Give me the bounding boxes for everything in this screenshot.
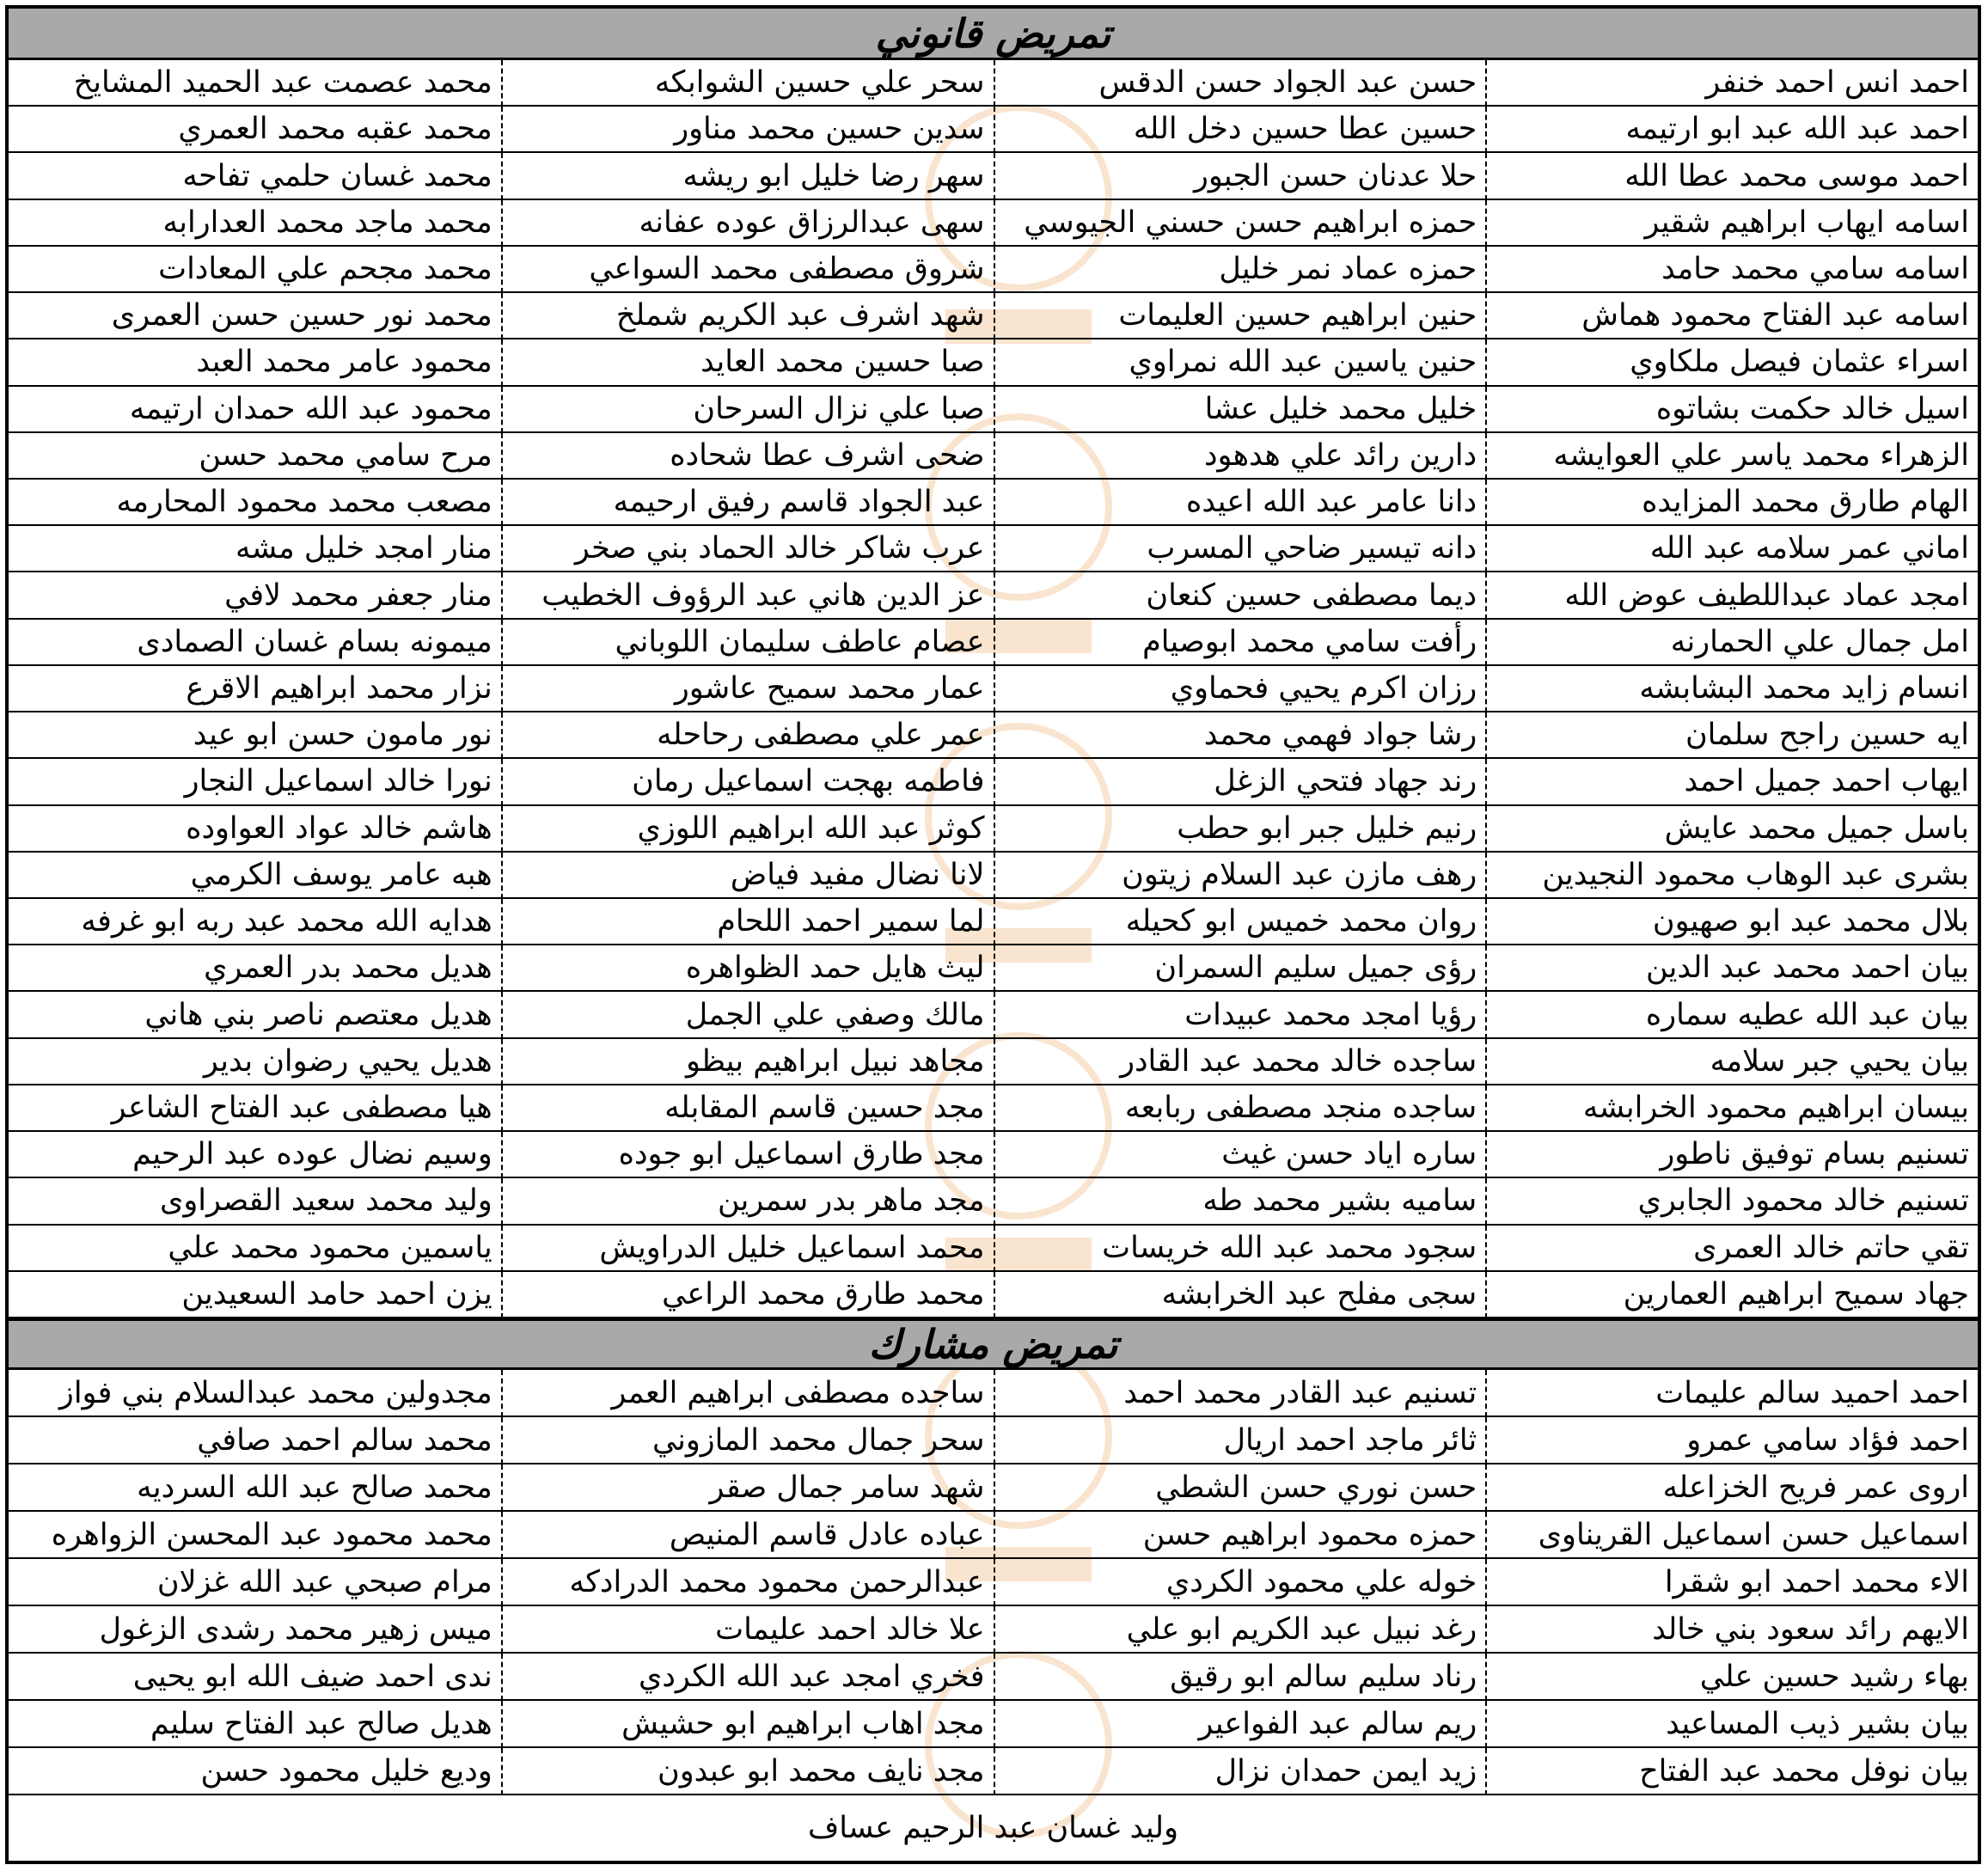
name-cell: محمود عامر محمد العبد xyxy=(9,339,501,386)
name-cell: هديل محمد بدر العمري xyxy=(9,945,501,992)
name-cell: حمزه عماد نمر خليل xyxy=(994,247,1486,293)
name-cell: مجد طارق اسماعيل ابو جوده xyxy=(501,1132,994,1178)
name-cell: مجدولين محمد عبدالسلام بني فواز xyxy=(9,1370,501,1417)
name-cell: رزان اكرم يحيي فحماوي xyxy=(994,666,1486,712)
name-cell: احمد احميد سالم عليمات xyxy=(1485,1370,1978,1417)
name-cell: ساجده خالد محمد عبد القادر xyxy=(994,1039,1486,1085)
name-cell: حسن نوري حسن الشطي xyxy=(994,1464,1486,1512)
name-cell: محمد نور حسين حسن العمرى xyxy=(9,293,501,339)
name-cell: تسنيم بسام توفيق ناطور xyxy=(1485,1132,1978,1178)
name-cell: رغد نبيل عبد الكريم ابو علي xyxy=(994,1606,1486,1654)
name-cell: اسماعيل حسن اسماعيل القريناوى xyxy=(1485,1512,1978,1559)
name-cell: ايه حسين راجح سلمان xyxy=(1485,712,1978,759)
name-cell: محمد سالم احمد صافي xyxy=(9,1417,501,1464)
name-cell: ضحى اشرف عطا شحاده xyxy=(501,433,994,480)
name-cell: سجى مفلح عبد الخرابشه xyxy=(994,1272,1486,1318)
name-cell: وليد محمد سعيد القصراوى xyxy=(9,1178,501,1225)
legal-nursing-table xyxy=(9,60,1978,1318)
associate-nursing-table xyxy=(9,1370,1978,1795)
name-cell: بشرى عبد الوهاب محمود النجيدين xyxy=(1485,853,1978,899)
name-cell: مرح سامي محمد حسن xyxy=(9,433,501,480)
name-cell: مجد نايف محمد ابو عبدون xyxy=(501,1748,994,1795)
last-name-row: وليد غسان عبد الرحيم عساف xyxy=(808,1811,1178,1845)
name-cell: صبا حسين محمد العايد xyxy=(501,339,994,386)
name-cell: دانه تيسير ضاحي المسرب xyxy=(994,526,1486,572)
name-cell: وديع خليل محمود حسن xyxy=(9,1748,501,1795)
name-cell: محمد محمود عبد المحسن الزواهره xyxy=(9,1512,501,1559)
section-title-legal-nursing: تمريض قانوني xyxy=(9,9,1978,60)
name-cell: رؤيا امجد محمد عبيدات xyxy=(994,992,1486,1038)
name-cell: تسنيم خالد محمود الجابري xyxy=(1485,1178,1978,1225)
name-cell: مجد حسين قاسم المقابله xyxy=(501,1085,994,1132)
name-cell: رؤى جميل سليم السمران xyxy=(994,945,1486,992)
name-cell: محمد غسان حلمي تفاحه xyxy=(9,153,501,199)
name-list-sheet xyxy=(5,5,1981,1864)
name-cell: تقي حاتم خالد العمرى xyxy=(1485,1226,1978,1272)
name-cell: بلال محمد عبد ابو صهيون xyxy=(1485,899,1978,945)
name-cell: زيد ايمن حمدان نزال xyxy=(994,1748,1486,1795)
name-cell: حسن عبد الجواد حسن الدقس xyxy=(994,60,1486,107)
name-cell: حلا عدنان حسن الجبور xyxy=(994,153,1486,199)
name-cell: ديما مصطفى حسين كنعان xyxy=(994,572,1486,619)
name-cell: عباده عادل قاسم المنيص xyxy=(501,1512,994,1559)
name-cell: فاطمه بهجت اسماعيل رمان xyxy=(501,759,994,805)
name-cell: رنيم خليل جبر ابو حطب xyxy=(994,806,1486,853)
name-cell: ايهاب احمد جميل احمد xyxy=(1485,759,1978,805)
name-cell: دارين رائد علي هدهود xyxy=(994,433,1486,480)
name-cell: تسنيم عبد القادر محمد احمد xyxy=(994,1370,1486,1417)
name-cell: هديل يحيي رضوان بدير xyxy=(9,1039,501,1085)
name-cell: شروق مصطفى محمد السواعي xyxy=(501,247,994,293)
name-cell: الزهراء محمد ياسر علي العوايشه xyxy=(1485,433,1978,480)
name-cell: ساميه بشير محمد طه xyxy=(994,1178,1486,1225)
name-cell: سهر رضا خليل ابو ريشه xyxy=(501,153,994,199)
name-cell: بيسان ابراهيم محمود الخرابشه xyxy=(1485,1085,1978,1132)
name-cell: صبا علي نزال السرحان xyxy=(501,387,994,433)
name-cell: عبد الجواد قاسم رفيق ارحيمه xyxy=(501,480,994,526)
name-cell: خليل محمد خليل عشا xyxy=(994,387,1486,433)
name-cell: عز الدين هاني عبد الرؤوف الخطيب xyxy=(501,572,994,619)
name-cell: ياسمين محمود محمد علي xyxy=(9,1226,501,1272)
name-cell: هدايه الله محمد عبد ربه ابو غرفه xyxy=(9,899,501,945)
section-title-associate-nursing: تمريض مشارك xyxy=(9,1318,1978,1370)
name-cell: شهد اشرف عبد الكريم شملخ xyxy=(501,293,994,339)
name-cell: عمار محمد سميح عاشور xyxy=(501,666,994,712)
name-cell: اسراء عثمان فيصل ملكاوي xyxy=(1485,339,1978,386)
name-cell: نور مامون حسن ابو عيد xyxy=(9,712,501,759)
name-cell: احمد فؤاد سامي عمرو xyxy=(1485,1417,1978,1464)
name-cell: باسل جميل محمد عايش xyxy=(1485,806,1978,853)
name-cell: اروى عمر فريح الخزاعله xyxy=(1485,1464,1978,1512)
name-cell: احمد انس احمد خنفر xyxy=(1485,60,1978,107)
name-cell: عرب شاكر خالد الحماد بني صخر xyxy=(501,526,994,572)
name-cell: خوله علي محمود الكردي xyxy=(994,1559,1486,1606)
name-cell: محمود عبد الله حمدان ارتيمه xyxy=(9,387,501,433)
name-cell: بيان نوفل محمد عبد الفتاح xyxy=(1485,1748,1978,1795)
name-cell: محمد صالح عبد الله السرديه xyxy=(9,1464,501,1512)
name-cell: جهاد سميح ابراهيم العمارين xyxy=(1485,1272,1978,1318)
name-cell: روان محمد خميس ابو كحيله xyxy=(994,899,1486,945)
name-cell: بيان احمد محمد عبد الدين xyxy=(1485,945,1978,992)
name-cell: منار جعفر محمد لافي xyxy=(9,572,501,619)
name-cell: هاشم خالد عواد العواوده xyxy=(9,806,501,853)
name-cell: احمد موسى محمد عطا الله xyxy=(1485,153,1978,199)
name-cell: اماني عمر سلامه عبد الله xyxy=(1485,526,1978,572)
name-cell: حنين ياسين عبد الله نمراوي xyxy=(994,339,1486,386)
name-cell: مالك وصفي علي الجمل xyxy=(501,992,994,1038)
name-cell: هبه عامر يوسف الكرمي xyxy=(9,853,501,899)
name-cell: عمر علي مصطفى رحاحله xyxy=(501,712,994,759)
name-cell: رناد سليم سالم ابو رقيق xyxy=(994,1654,1486,1701)
name-cell: مجاهد نبيل ابراهيم بيظو xyxy=(501,1039,994,1085)
name-cell: محمد مجحم علي المعادات xyxy=(9,247,501,293)
name-cell: امل جمال علي الحمارنه xyxy=(1485,620,1978,666)
name-cell: حمزه محمود ابراهيم حسن xyxy=(994,1512,1486,1559)
name-cell: رشا جواد فهمي محمد xyxy=(994,712,1486,759)
name-cell: ريم سالم عبد الفواعير xyxy=(994,1701,1486,1748)
name-cell: سدين حسين محمد مناور xyxy=(501,107,994,153)
name-cell: ندى احمد ضيف الله ابو يحيى xyxy=(9,1654,501,1701)
name-cell: يزن احمد حامد السعيدين xyxy=(9,1272,501,1318)
name-cell: بيان يحيي جبر سلامه xyxy=(1485,1039,1978,1085)
name-cell: بهاء رشيد حسين علي xyxy=(1485,1654,1978,1701)
name-cell: هيا مصطفى عبد الفتاح الشاعر xyxy=(9,1085,501,1132)
name-cell: بيان بشير ذيب المساعيد xyxy=(1485,1701,1978,1748)
name-cell: محمد ماجد محمد العدارابه xyxy=(9,200,501,247)
name-cell: احمد عبد الله عبد ابو ارتيمه xyxy=(1485,107,1978,153)
name-cell: ساره اياد حسن غيث xyxy=(994,1132,1486,1178)
name-cell: اسامه سامي محمد حامد xyxy=(1485,247,1978,293)
name-cell: شهد سامر جمال صقر xyxy=(501,1464,994,1512)
name-cell: منار امجد خليل مشه xyxy=(9,526,501,572)
name-cell: كوثر عبد الله ابراهيم اللوزي xyxy=(501,806,994,853)
name-cell: رند جهاد فتحي الزغل xyxy=(994,759,1486,805)
name-cell: نزار محمد ابراهيم الاقرع xyxy=(9,666,501,712)
name-cell: محمد اسماعيل خليل الدراويش xyxy=(501,1226,994,1272)
name-cell: رهف مازن عبد السلام زيتون xyxy=(994,853,1486,899)
name-cell: محمد عصمت عبد الحميد المشايخ xyxy=(9,60,501,107)
name-cell: الايهم رائد سعود بني خالد xyxy=(1485,1606,1978,1654)
name-cell: سهى عبدالرزاق عوده عفانه xyxy=(501,200,994,247)
name-cell: لما سمير احمد اللحام xyxy=(501,899,994,945)
name-cell: ساجده منجد مصطفى ربابعه xyxy=(994,1085,1486,1132)
name-cell: علا خالد احمد عليمات xyxy=(501,1606,994,1654)
name-cell: بيان عبد الله عطيه سماره xyxy=(1485,992,1978,1038)
name-cell: امجد عماد عبداللطيف عوض الله xyxy=(1485,572,1978,619)
name-cell: نورا خالد اسماعيل النجار xyxy=(9,759,501,805)
name-cell: انسام زايد محمد البشابشه xyxy=(1485,666,1978,712)
name-cell: عبدالرحمن محمود محمد الدرادكه xyxy=(501,1559,994,1606)
name-cell: محمد طارق محمد الراعي xyxy=(501,1272,994,1318)
name-cell: وسيم نضال عوده عبد الرحيم xyxy=(9,1132,501,1178)
name-cell: ثائر ماجد احمد اريال xyxy=(994,1417,1486,1464)
name-cell: ليث هايل حمد الظواهره xyxy=(501,945,994,992)
name-cell: حمزه ابراهيم حسن حسني الجيوسي xyxy=(994,200,1486,247)
name-cell: ميمونه بسام غسان الصمادى xyxy=(9,620,501,666)
name-cell: ميس زهير محمد رشدى الزغول xyxy=(9,1606,501,1654)
name-cell: مجد اهاب ابراهيم ابو حشيش xyxy=(501,1701,994,1748)
name-cell: اسامه عبد الفتاح محمود هماش xyxy=(1485,293,1978,339)
name-cell: سحر جمال محمد المازوني xyxy=(501,1417,994,1464)
name-cell: ساجده مصطفى ابراهيم العمر xyxy=(501,1370,994,1417)
name-cell: فخري امجد عبد الله الكردي xyxy=(501,1654,994,1701)
name-cell: مجد ماهر بدر سمرين xyxy=(501,1178,994,1225)
name-cell: هديل صالح عبد الفتاح سليم xyxy=(9,1701,501,1748)
name-cell: مصعب محمد محمود المحارمه xyxy=(9,480,501,526)
name-cell: سحر علي حسين الشوابكه xyxy=(501,60,994,107)
name-cell: اسيل خالد حكمت بشاتوه xyxy=(1485,387,1978,433)
name-cell: لانا نضال مفيد فياض xyxy=(501,853,994,899)
name-cell: حسين عطا حسين دخل الله xyxy=(994,107,1486,153)
name-cell: عصام عاطف سليمان اللوباني xyxy=(501,620,994,666)
name-cell: مرام صبحي عبد الله غزلان xyxy=(9,1559,501,1606)
name-cell: رأفت سامي محمد ابوصيام xyxy=(994,620,1486,666)
name-cell: هديل معتصم ناصر بني هاني xyxy=(9,992,501,1038)
name-cell: الهام طارق محمد المزايده xyxy=(1485,480,1978,526)
name-cell: دانا عامر عبد الله اعيده xyxy=(994,480,1486,526)
name-cell: الاء محمد احمد ابو شقرا xyxy=(1485,1559,1978,1606)
name-cell: حنين ابراهيم حسين العليمات xyxy=(994,293,1486,339)
name-cell: سجود محمد عبد الله خريسات xyxy=(994,1226,1486,1272)
name-cell: محمد عقبه محمد العمري xyxy=(9,107,501,153)
name-cell: اسامه ايهاب ابراهيم شقير xyxy=(1485,200,1978,247)
